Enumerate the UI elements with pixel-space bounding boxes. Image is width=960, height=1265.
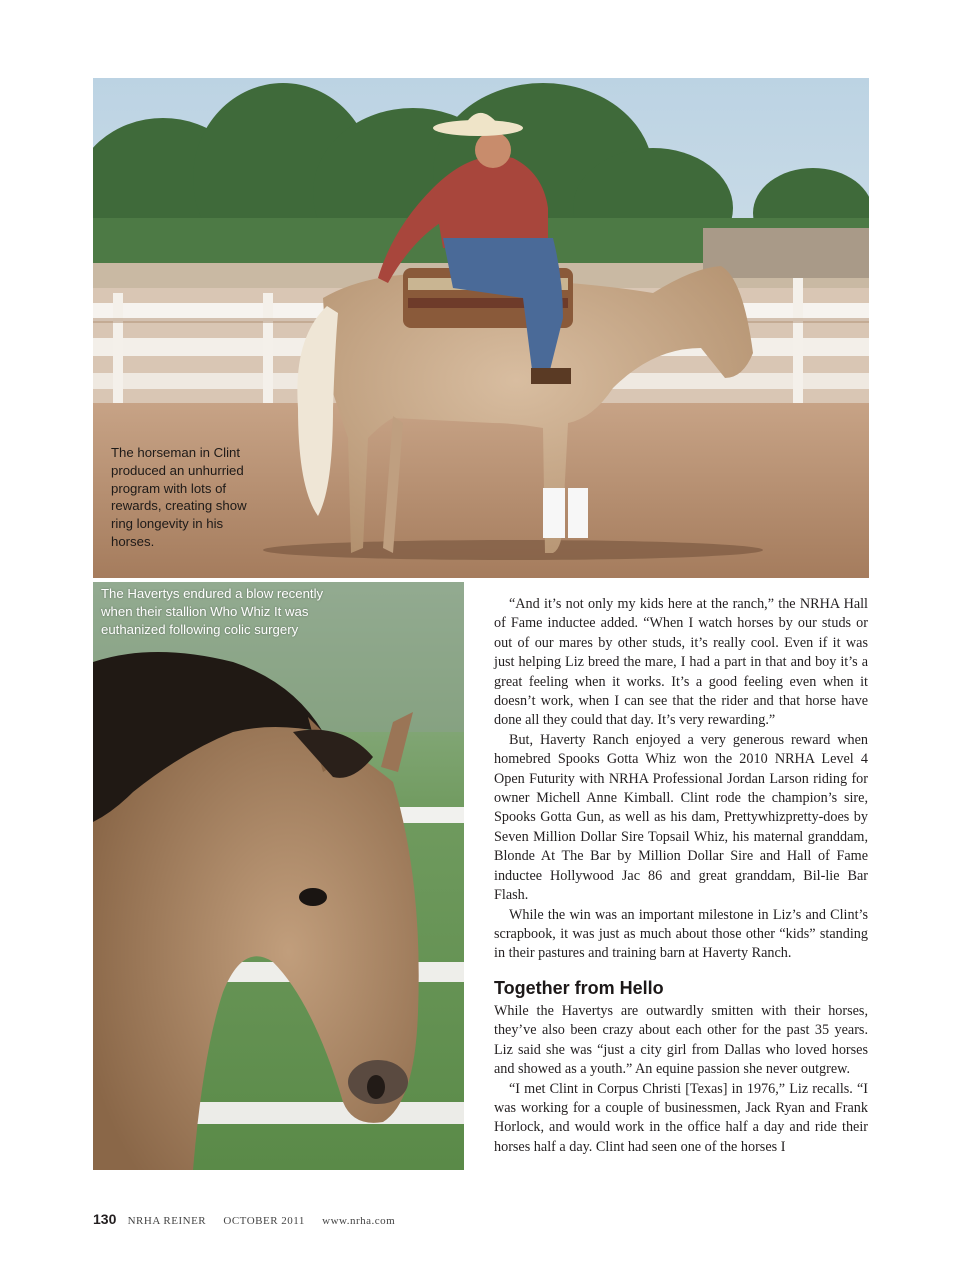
photo-caption-bottom: The Havertys endured a blow recently when their stallion Who Whiz It was euthanized following colic surgery <box>101 586 324 637</box>
article-body-bottom <box>494 1002 868 1157</box>
website-link[interactable]: www.nrha.com <box>322 1215 396 1227</box>
photo-caption-top: The horseman in Clint produced an unhurried program with lots of rewards, creating show ring longevity in his horses. <box>111 445 247 549</box>
article-body-top <box>494 595 868 964</box>
article-paragraph: While the Havertys are outwardly smitten with their horses, they’ve also been crazy about each other for the past 35 years. Liz said she was “just a city girl from Dallas who loved horses and showed as a youth.” An equine passion she never outgrew. <box>494 1003 868 1078</box>
section-subhead: Together from Hello <box>494 978 664 998</box>
publication-name: NRHA REINER <box>127 1215 207 1227</box>
page-number: 130 <box>93 1211 117 1227</box>
article-paragraph: While the win was an important milestone in Liz’s and Clint’s scrapbook, it was just as much about those other “kids” standing in their pastures and training barn at Haverty Ranch. <box>494 906 868 962</box>
horse-head-illustration <box>93 582 464 1170</box>
page-footer <box>93 1211 395 1227</box>
article-paragraph: “I met Clint in Corpus Christi [Texas] in 1976,” Liz recalls. “I was working for a couple of businessmen, Jack Ryan and Frank Horlock, and would work in the office half a day and ride their horses half a day. Clint had seen one of the horses I <box>494 1080 868 1155</box>
article-paragraph: But, Haverty Ranch enjoyed a very generous reward when homebred Spooks Gotta Whiz won the 2010 NRHA Level 4 Open Futurity with NRHA Professional Jordan Larson riding for owner Michell Anne Kimball. Clint rode the champion’s sire, Spooks Gotta Gun, as well as his dam, Prettywhizpretty-does by Seven Million Dollar Sire Topsail Whiz, his maternal granddam, Blonde At The Bar by Million Dollar Sire and Hall of Fame inductee Hollywood Jac 86 and great granddam, Bil-lie Bar Flash. <box>494 731 868 904</box>
article-paragraph: “And it’s not only my kids here at the ranch,” the NRHA Hall of Fame inductee added. “When I watch horses by our studs or out of our mares by other studs, it’s really cool. Even if it was just helping Liz breed the mare, I had a part in that and boy it’s a great feeling when it works. It’s a good feeling even when it doesn’t work, when I can see that the rider and that horse have done all they could that day. It’s very rewarding.” <box>494 596 868 729</box>
issue-date: OCTOBER 2011 <box>223 1215 305 1227</box>
buckskin-horse-photo <box>93 582 464 1170</box>
